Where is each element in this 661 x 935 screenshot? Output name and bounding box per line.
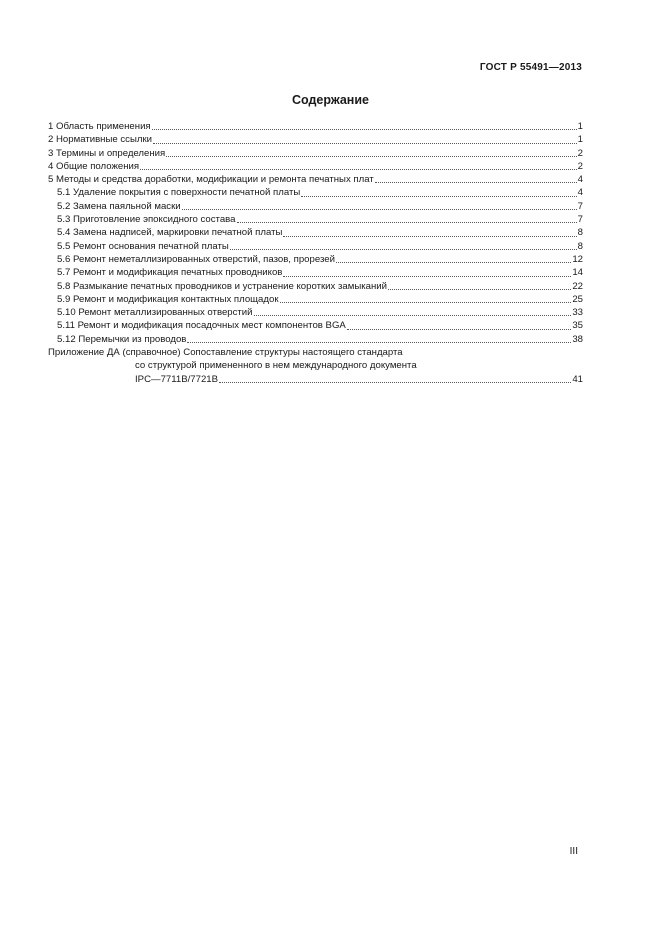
toc-leader-dots	[187, 342, 571, 343]
toc-entry-label: 3 Термины и определения	[48, 147, 166, 159]
toc-leader-dots	[153, 143, 577, 144]
toc-leader-dots	[166, 156, 576, 157]
toc-entry[interactable]	[48, 280, 583, 293]
toc-leader-dots	[182, 209, 577, 210]
toc-entry-label: 5.5 Ремонт основания печатной платы	[57, 240, 229, 252]
toc-entry-page: 12	[572, 253, 583, 265]
toc-leader-dots	[283, 236, 576, 237]
toc-entry-page: 8	[577, 227, 583, 239]
toc-entry-page: 1	[577, 121, 583, 132]
toc-entry[interactable]	[48, 266, 583, 279]
document-code: ГОСТ Р 55491—2013	[479, 62, 582, 73]
toc-entry[interactable]	[48, 173, 583, 186]
toc-entry[interactable]	[48, 160, 583, 173]
toc-entry-page: 7	[577, 200, 583, 212]
toc-entry-label: 2 Нормативные ссылки	[48, 134, 153, 146]
toc-entry-label: IPC—7711B/7721B	[135, 373, 219, 385]
toc-appendix-line1: Приложение ДА (справочное) Сопоставление структуры настоящего стандарта	[48, 347, 403, 359]
toc-leader-dots	[237, 222, 577, 223]
toc-entry[interactable]	[48, 306, 583, 319]
toc-entry-page: 1	[577, 134, 583, 146]
page-title: Содержание	[291, 93, 369, 107]
toc-entry-page: 4	[577, 174, 583, 186]
toc-entry-label: 5.2 Замена паяльной маски	[57, 200, 181, 212]
toc-entry-page: 41	[572, 373, 583, 385]
toc-entry[interactable]	[48, 200, 583, 213]
toc-leader-dots	[283, 276, 571, 277]
toc-entry-label: 5.7 Ремонт и модификация печатных проводников	[57, 267, 283, 279]
toc-entry[interactable]	[48, 213, 583, 226]
toc-entry[interactable]	[48, 253, 583, 266]
toc-entry-page: 38	[572, 333, 583, 345]
toc-entry[interactable]	[48, 226, 583, 239]
toc-entry-page: 35	[572, 320, 583, 332]
toc-entry-label: 5 Методы и средства доработки, модификации и ремонта печатных плат	[48, 174, 374, 186]
toc-leader-dots	[219, 382, 571, 383]
toc-entry-label: 5.8 Размыкание печатных проводников и устранение коротких замыканий	[57, 280, 387, 292]
toc-leader-dots	[336, 262, 571, 263]
toc-leader-dots	[280, 302, 572, 303]
toc-entry[interactable]	[48, 147, 583, 160]
toc-entry-page: 2	[577, 160, 583, 172]
toc-entry[interactable]	[48, 186, 583, 199]
page-number: III	[569, 846, 578, 857]
toc-entry-label: 5.10 Ремонт металлизированных отверстий	[57, 307, 253, 319]
toc-leader-dots	[375, 182, 577, 183]
toc-entry[interactable]	[48, 293, 583, 306]
toc-entry-page: 14	[572, 267, 583, 279]
toc-entry[interactable]	[48, 133, 583, 146]
toc-entry-page: 22	[572, 280, 583, 292]
toc-entry[interactable]	[48, 333, 583, 346]
toc-entry-label: 5.9 Ремонт и модификация контактных площадок	[57, 293, 279, 305]
toc-entry-label: 1 Область применения	[48, 121, 151, 132]
toc-entry-label: 5.1 Удаление покрытия с поверхности печатной платы	[57, 187, 301, 199]
toc-entry-page: 4	[577, 187, 583, 199]
table-of-contents	[48, 120, 583, 386]
toc-entry-label: 4 Общие положения	[48, 160, 140, 172]
toc-leader-dots	[388, 289, 571, 290]
toc-entry[interactable]	[48, 120, 583, 133]
toc-entry[interactable]	[48, 319, 583, 332]
toc-entry-label: 5.3 Приготовление эпоксидного состава	[57, 214, 236, 226]
toc-appendix-line3[interactable]	[48, 373, 583, 386]
toc-leader-dots	[301, 196, 576, 197]
toc-entry-label: 5.11 Ремонт и модификация посадочных мест компонентов BGA	[57, 320, 346, 332]
toc-entry-page: 8	[577, 240, 583, 252]
toc-leader-dots	[347, 329, 572, 330]
toc-leader-dots	[230, 249, 577, 250]
toc-entry-page: 7	[577, 214, 583, 226]
toc-appendix-line2: со структурой примененного в нем международного документа	[135, 360, 417, 372]
toc-leader-dots	[152, 129, 577, 130]
toc-entry-label: 5.4 Замена надписей, маркировки печатной платы	[57, 227, 283, 239]
toc-entry-label: 5.12 Перемычки из проводов	[57, 333, 187, 345]
toc-entry-page: 25	[572, 293, 583, 305]
toc-entry[interactable]	[48, 240, 583, 253]
toc-entry-page: 2	[577, 147, 583, 159]
toc-entry-page: 33	[572, 307, 583, 319]
toc-leader-dots	[140, 169, 577, 170]
toc-entry-label: 5.6 Ремонт неметаллизированных отверстий, пазов, прорезей	[57, 253, 335, 265]
toc-leader-dots	[254, 315, 572, 316]
